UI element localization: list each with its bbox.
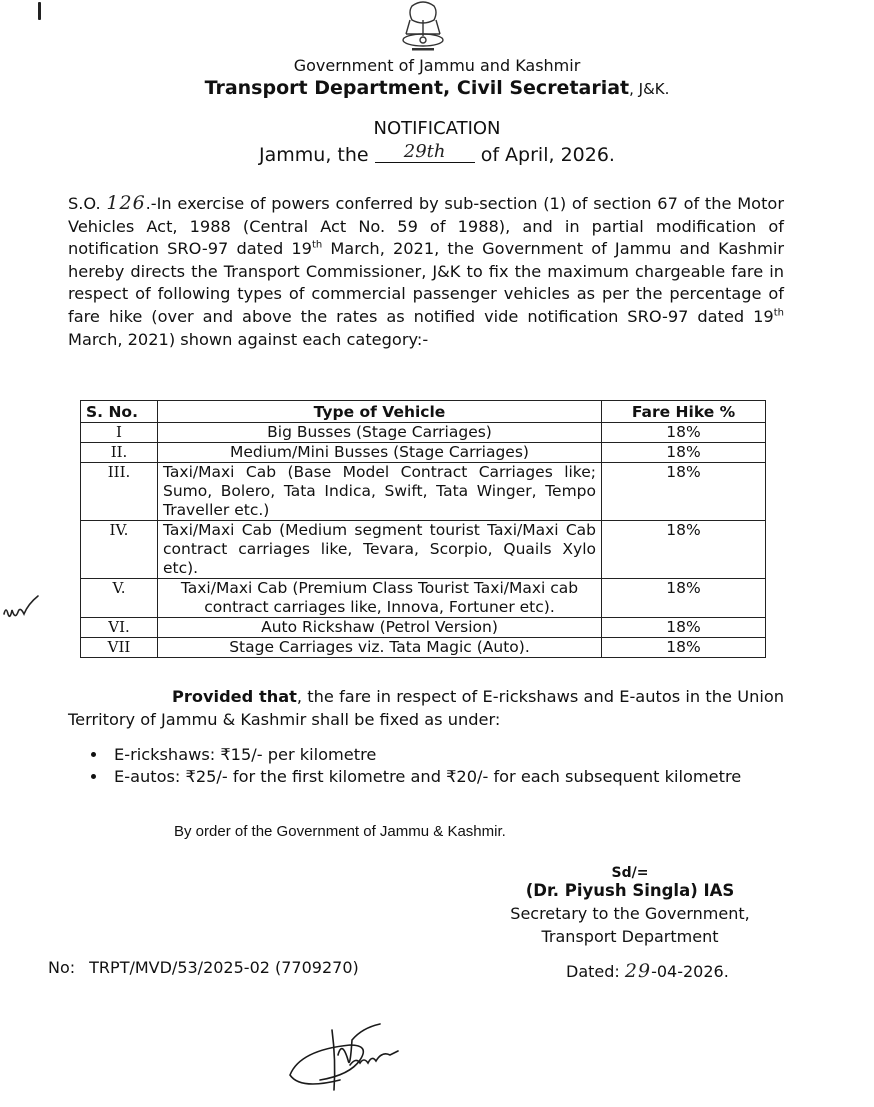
column-header-sno: S. No. — [81, 401, 158, 423]
notification-date-line — [0, 141, 874, 167]
table-header-row — [81, 401, 766, 423]
proviso-text: , the fare in respect of E-rickshaws and E-autos in the Union Territory of Jammu & Kashmir shall be fixed as under: — [68, 687, 784, 729]
table-row — [81, 463, 766, 521]
handwritten-signature-icon — [280, 1010, 430, 1100]
paragraph-text-c: March, 2021) shown against each category:- — [68, 329, 429, 349]
so-number-handwritten: 126 — [106, 192, 146, 214]
so-prefix: S.O. — [68, 194, 101, 213]
cell-sno: IV. — [81, 521, 158, 579]
handwritten-date: 29th — [375, 141, 475, 163]
cell-type: Auto Rickshaw (Petrol Version) — [158, 618, 602, 638]
reference-value: TRPT/MVD/53/2025-02 (7709270) — [89, 958, 359, 977]
date-suffix: of April, 2026. — [480, 144, 615, 166]
reference-number — [48, 958, 359, 977]
column-header-hike: Fare Hike % — [602, 401, 766, 423]
state-emblem-icon — [392, 0, 454, 54]
dated-handwritten-day: 29 — [624, 960, 652, 982]
table-row — [81, 423, 766, 443]
signed-mark: Sd/= — [611, 865, 649, 881]
cell-sno: II. — [81, 443, 158, 463]
by-order-line: By order of the Government of Jammu & Kashmir. — [174, 823, 506, 840]
cell-hike: 18% — [602, 443, 766, 463]
superscript-th: th — [311, 239, 323, 251]
notification-title: NOTIFICATION — [373, 118, 501, 139]
officer-name: (Dr. Piyush Singla) IAS — [525, 881, 735, 900]
department-name: Transport Department, Civil Secretariat — [204, 77, 630, 99]
cell-hike: 18% — [602, 423, 766, 443]
cell-sno: III. — [81, 463, 158, 521]
department-suffix: , J&K. — [629, 80, 670, 98]
e-vehicle-fare-list — [88, 744, 798, 788]
cell-type: Taxi/Maxi Cab (Medium segment tourist Taxi/Maxi Cab contract carriages like, Tevara, Scorpio, Quails Xylo etc). — [158, 521, 602, 579]
officer-department: Transport Department — [541, 927, 719, 946]
cell-type: Big Busses (Stage Carriages) — [158, 423, 602, 443]
dated-line — [566, 960, 729, 982]
cell-sno: V. — [81, 579, 158, 618]
cell-sno: VII — [81, 638, 158, 658]
cell-hike: 18% — [602, 463, 766, 521]
paragraph-text-a: .-In exercise of powers conferred by sub-section (1) of section 67 of the Motor Vehicles Act, 1988 (Central Act No. 59 of 1988), and in partial modification of notification SRO-97 dated 19 — [68, 194, 784, 259]
cell-type: Stage Carriages viz. Tata Magic (Auto). — [158, 638, 602, 658]
reference-label: No: — [48, 958, 76, 977]
list-item: • E-rickshaws: ₹15/- per kilometre — [108, 744, 798, 766]
proviso-lead: Provided that — [172, 687, 297, 706]
handwritten-initials-icon — [2, 592, 42, 622]
cell-type: Medium/Mini Busses (Stage Carriages) — [158, 443, 602, 463]
fare-hike-table — [80, 400, 766, 658]
officer-designation: Secretary to the Government, — [510, 904, 750, 923]
paragraph-text-b: March, 2021, the Government of Jammu and Kashmir hereby directs the Transport Commissioner, J&K to fix the maximum chargeable fare in respect of following types of commercial passenger vehicles as per the percentage of fare hike (over and above the rates as notified vide notification SRO-97 dated 19 — [68, 239, 784, 326]
proviso-paragraph — [68, 686, 784, 731]
table-row — [81, 521, 766, 579]
dated-rest: -04-2026. — [651, 962, 729, 981]
government-name: Government of Jammu and Kashmir — [293, 56, 581, 75]
cell-hike: 18% — [602, 638, 766, 658]
superscript-th: th — [773, 307, 784, 319]
table-row — [81, 443, 766, 463]
cell-sno: I — [81, 423, 158, 443]
table-row — [81, 579, 766, 618]
cell-hike: 18% — [602, 618, 766, 638]
cell-sno: VI. — [81, 618, 158, 638]
cell-type: Taxi/Maxi Cab (Premium Class Tourist Taxi/Maxi cab contract carriages like, Innova, Fortuner etc). — [158, 579, 602, 618]
cell-hike: 18% — [602, 521, 766, 579]
order-paragraph — [68, 192, 784, 351]
dated-label: Dated: — [566, 962, 620, 981]
cell-type: Taxi/Maxi Cab (Base Model Contract Carriages like; Sumo, Bolero, Tata Indica, Swift, Tata Winger, Tempo Traveller etc.) — [158, 463, 602, 521]
column-header-type: Type of Vehicle — [158, 401, 602, 423]
cell-hike: 18% — [602, 579, 766, 618]
date-prefix: Jammu, the — [259, 144, 369, 166]
list-item: • E-autos: ₹25/- for the first kilometre and ₹20/- for each subsequent kilometre — [108, 766, 798, 788]
table-row — [81, 638, 766, 658]
department-heading — [0, 77, 874, 99]
table-row — [81, 618, 766, 638]
stray-ink-mark — [38, 2, 41, 20]
